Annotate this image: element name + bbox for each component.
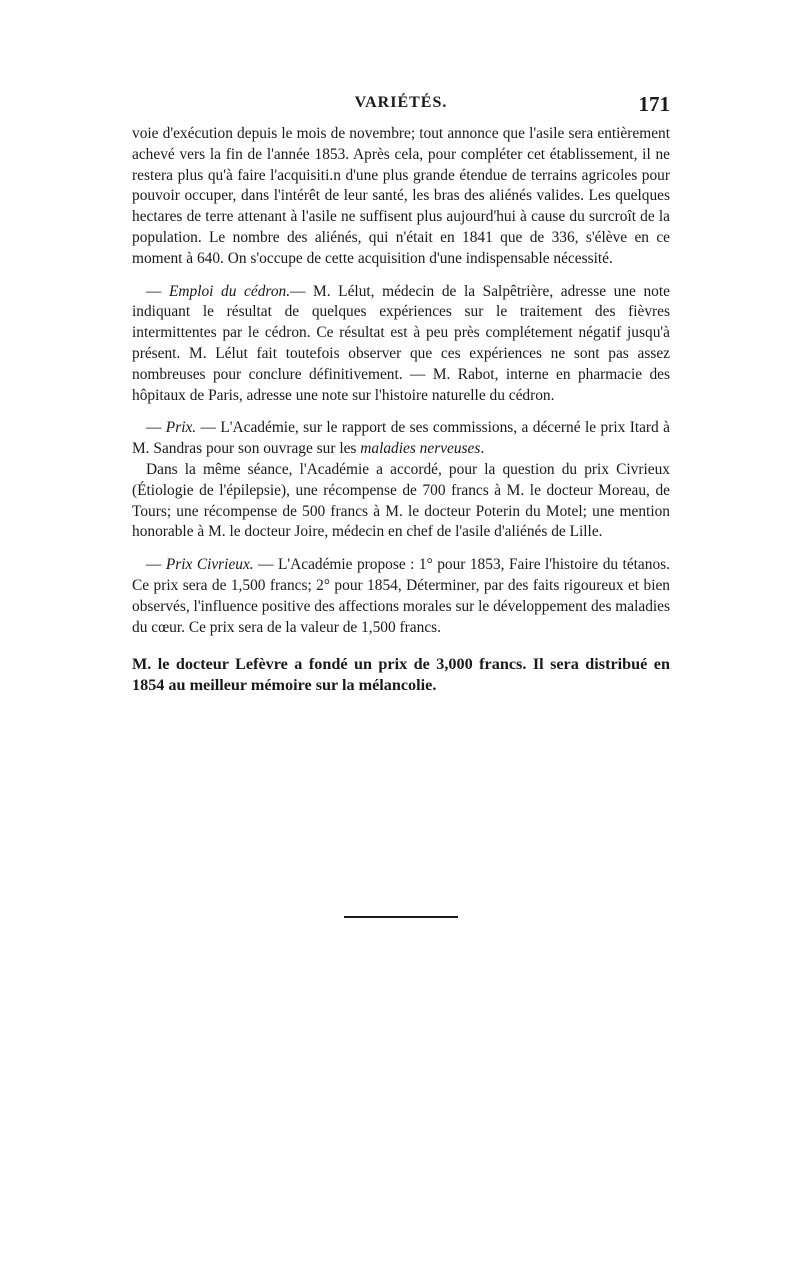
paragraph-text: — L'Académie, sur le rapport de ses commissions, a décerné le prix Itard à M. Sandras pour son ouvrage sur les [132,419,670,458]
paragraph-prix-civrieux [132,555,670,638]
paragraph-text: M. le docteur Lefèvre a fondé un prix de 3,000 francs. Il sera distribué en 1854 au meilleur mémoire sur la mélancolie. [132,655,670,695]
section-heading: Prix Civrieux. [165,556,254,574]
paragraph-text: — L'Académie propose : 1° pour 1853, Faire l'histoire du tétanos. Ce prix sera de 1,500 francs; 2° pour 1854, Déterminer, par des faits rigoureux et bien observés, l'influence positive des affections morales sur le développement des maladies du cœur. Ce prix sera de la valeur de 1,500 francs. [132,556,671,636]
paragraph-cedron [132,282,670,407]
paragraph-lefevre [132,654,670,696]
paragraph-text: . [480,440,485,458]
paragraph-prefix: — [146,282,169,300]
page-body [132,92,670,696]
running-title: VARIÉTÉS. [354,94,448,111]
paragraph-prefix: — [146,419,166,437]
paragraph-text: — M. Lélut, médecin de la Salpêtrière, adresse une note indiquant le résultat de quelques expériences sur le traitement des fièvres intermittentes par le cédron. Ce résultat est à peu près complétement négatif jusqu'à présent. M. Lélut fait toutefois observer que ces expériences ne sont pas assez nombreuses pour conclure définitivement. — M. Rabot, interne en pharmacie des hôpitaux de Paris, adresse une note sur l'histoire naturelle du cédron. [132,282,670,404]
paragraph-prefix: — [146,556,166,574]
paragraph-text: voie d'exécution depuis le mois de novembre; tout annonce que l'asile sera entièrement achevé vers la fin de l'année 1853. Après cela, pour compléter cet établissement, il ne restera plus qu'à faire l'acquisiti.n d'une plus grande étendue de terrains agricoles pour pouvoir occuper, dans l'intérêt de leur santé, les bras des aliénés valides. Les quelques hectares de terre attenant à l'asile ne suffisent plus aujourd'hui à cause du surcroît de la population. Le nombre des aliénés, qui n'était en 1841 que de 336, s'élève en ce moment à 640. On s'occupe de cette acquisition d'une indispensable nécessité. [132,125,670,267]
section-heading: Prix. [165,419,197,437]
closing-rule [344,916,458,918]
section-heading: Emploi du cédron. [169,282,291,300]
paragraph-prix [132,418,670,460]
running-head [132,92,670,120]
italic-title: maladies nerveuses [360,440,481,458]
paragraph-text: Dans la même séance, l'Académie a accordé, pour la question du prix Civrieux (Étiologie de l'épilepsie), une récompense de 700 francs à M. le docteur Moreau, de Tours; une récompense de 500 francs à M. le docteur Poterin du Motel; une mention honorable à M. le docteur Joire, médecin en chef de l'asile d'aliénés de Lille. [132,460,670,541]
paragraph-asile [132,124,670,270]
paragraph-seance [132,460,670,543]
page-number: 171 [638,92,670,116]
